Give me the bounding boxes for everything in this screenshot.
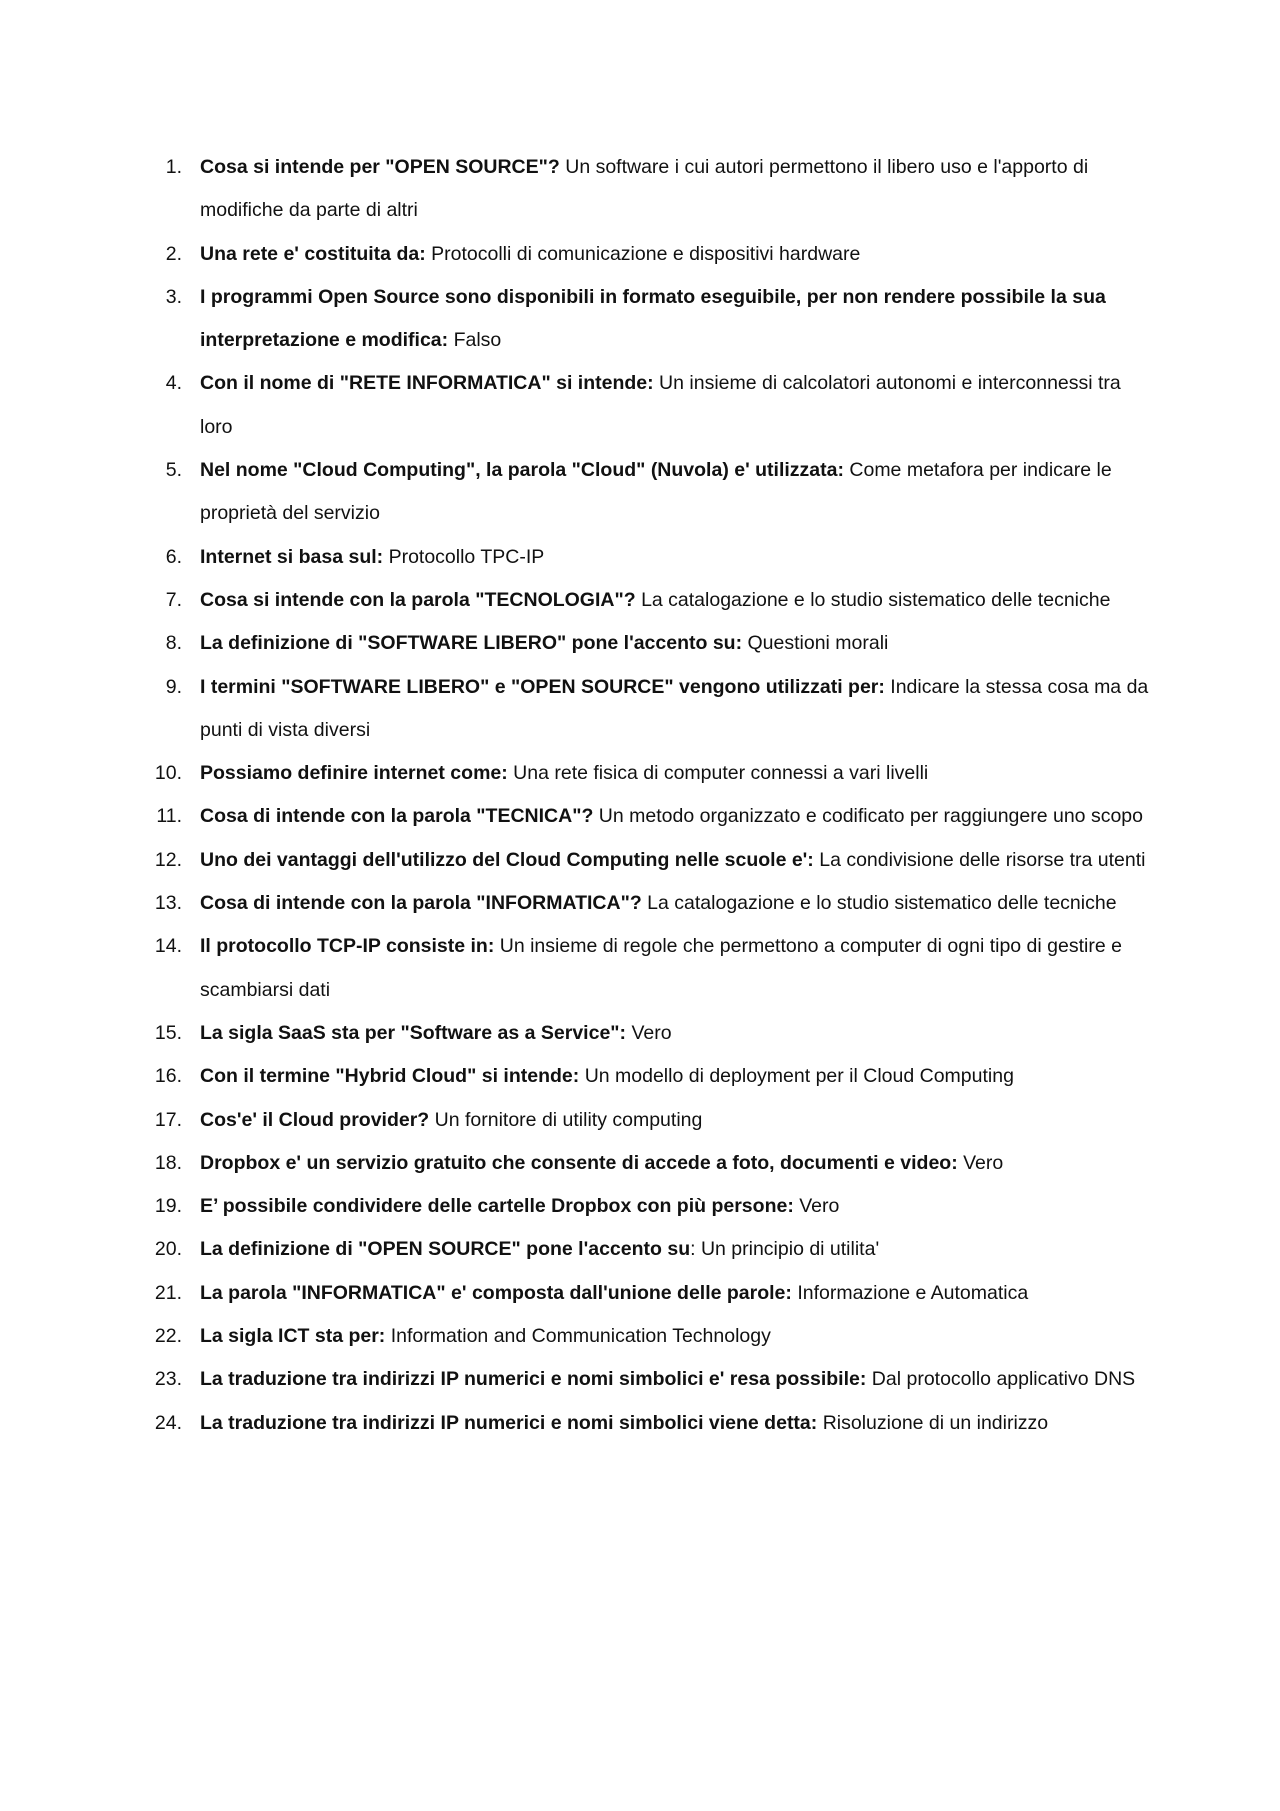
item-number: 16. — [154, 1065, 182, 1088]
list-item — [154, 925, 1158, 1012]
answer-text: Come metafora per indicare le proprietà del servizio — [200, 459, 1112, 525]
list-item — [154, 882, 1158, 925]
answer-text: Questioni morali — [747, 632, 889, 655]
list-item — [154, 1402, 1158, 1445]
question-text: Con il nome di "RETE INFORMATICA" si intende: — [200, 372, 654, 395]
item-number: 12. — [154, 848, 182, 871]
answer-text: Indicare la stessa cosa ma da punti di vista diversi — [200, 675, 1149, 741]
item-number: 6. — [165, 545, 182, 568]
item-number: 2. — [165, 242, 182, 265]
answer-text: Un software i cui autori permettono il libero uso e l'apporto di modifiche da parte di altri — [200, 156, 1089, 222]
question-text: I programmi Open Source sono disponibili in formato eseguibile, per non rendere possibile la sua interpretazione e modifica: — [200, 285, 1106, 352]
item-number: 24. — [154, 1411, 182, 1434]
question-text: Nel nome "Cloud Computing", la parola "Cloud" (Nuvola) e' utilizzata: — [200, 459, 844, 482]
question-text: La sigla SaaS sta per "Software as a Service": — [200, 1021, 627, 1044]
item-number: 11. — [156, 805, 182, 828]
list-item — [154, 1185, 1158, 1228]
question-text: La definizione di "SOFTWARE LIBERO" pone l'accento su: — [200, 632, 743, 655]
list-item — [158, 622, 1158, 665]
answer-text: Vero — [799, 1195, 840, 1218]
item-number: 10. — [154, 762, 182, 785]
list-item — [158, 362, 1158, 449]
answer-text: Un metodo organizzato e codificato per raggiungere uno scopo — [598, 805, 1143, 828]
item-number: 3. — [165, 285, 182, 308]
question-text: E’ possibile condividere delle cartelle Dropbox con più persone: — [200, 1195, 794, 1218]
list-item — [154, 839, 1158, 882]
answer-text: Vero — [963, 1151, 1004, 1174]
list-item — [154, 1358, 1158, 1401]
question-text: La traduzione tra indirizzi IP numerici e nomi simbolici e' resa possibile: — [200, 1368, 867, 1391]
question-text: La parola "INFORMATICA" e' composta dall'unione delle parole: — [200, 1281, 792, 1304]
list-item — [158, 449, 1158, 536]
item-number: 20. — [154, 1238, 182, 1261]
question-text: La traduzione tra indirizzi IP numerici e nomi simbolici viene detta: — [200, 1411, 818, 1434]
list-item — [158, 795, 1158, 838]
question-text: Con il termine "Hybrid Cloud" si intende: — [200, 1065, 580, 1088]
item-number: 14. — [154, 935, 182, 958]
item-number: 7. — [165, 588, 182, 611]
item-number: 5. — [165, 459, 182, 482]
answer-text: Risoluzione di un indirizzo — [822, 1411, 1049, 1434]
question-text: La definizione di "OPEN SOURCE" pone l'accento su — [200, 1238, 691, 1261]
list-item — [158, 276, 1158, 363]
item-number: 9. — [165, 675, 182, 698]
question-text: Una rete e' costituita da: — [200, 242, 426, 265]
question-text: Cosa di intende con la parola "TECNICA"? — [200, 805, 594, 828]
item-number: 18. — [154, 1151, 182, 1174]
answer-text: Un fornitore di utility computing — [434, 1108, 703, 1131]
item-number: 17. — [154, 1108, 182, 1131]
list-item — [154, 1055, 1158, 1098]
question-text: Cosa di intende con la parola "INFORMATICA"? — [200, 892, 642, 915]
answer-text: Falso — [453, 329, 502, 352]
question-text: Dropbox e' un servizio gratuito che consente di accede a foto, documenti e video: — [200, 1151, 958, 1174]
answer-text: La catalogazione e lo studio sistematico delle tecniche — [641, 588, 1111, 611]
answer-text: Vero — [631, 1021, 672, 1044]
question-text: I termini "SOFTWARE LIBERO" e "OPEN SOURCE" vengono utilizzati per: — [200, 675, 885, 698]
question-text: Cos'e' il Cloud provider? — [200, 1108, 430, 1131]
item-number: 4. — [165, 372, 182, 395]
answer-text: Protocolli di comunicazione e dispositivi hardware — [431, 242, 861, 265]
answer-text: Un insieme di calcolatori autonomi e interconnessi tra loro — [200, 372, 1121, 438]
item-number: 1. — [165, 156, 182, 178]
item-number: 23. — [154, 1368, 182, 1391]
question-text: Uno dei vantaggi dell'utilizzo del Cloud Computing nelle scuole e': — [200, 848, 814, 871]
item-number: 8. — [165, 632, 182, 655]
list-item — [158, 579, 1158, 622]
question-text: Internet si basa sul: — [200, 545, 384, 568]
answer-text: Information and Communication Technology — [390, 1325, 771, 1348]
list-item — [154, 1012, 1158, 1055]
list-item — [154, 1272, 1158, 1315]
list-item — [154, 752, 1158, 795]
answer-text: Un modello di deployment per il Cloud Computing — [584, 1065, 1014, 1088]
answer-text: Dal protocollo applicativo DNS — [871, 1368, 1136, 1391]
question-text: Il protocollo TCP-IP consiste in: — [200, 935, 495, 958]
question-answer-list — [154, 146, 1158, 1445]
answer-text: Informazione e Automatica — [797, 1281, 1029, 1304]
question-text: Cosa si intende con la parola "TECNOLOGIA"? — [200, 588, 636, 611]
item-number: 22. — [154, 1325, 182, 1348]
question-text: La sigla ICT sta per: — [200, 1325, 386, 1348]
list-item — [158, 536, 1158, 579]
list-item — [158, 146, 1158, 233]
list-item — [154, 1315, 1158, 1358]
item-number: 13. — [154, 892, 182, 915]
answer-text: La catalogazione e lo studio sistematico delle tecniche — [647, 892, 1117, 915]
question-text: Cosa si intende per "OPEN SOURCE"? — [200, 156, 560, 178]
question-text: Possiamo definire internet come: — [200, 762, 508, 785]
list-item — [154, 1099, 1158, 1142]
list-item — [158, 666, 1158, 753]
answer-text: Un insieme di regole che permettono a computer di ogni tipo di gestire e scambiarsi dati — [200, 935, 1122, 1001]
item-number: 21. — [154, 1281, 182, 1304]
answer-text: : Un principio di utilita' — [690, 1238, 880, 1261]
item-number: 15. — [154, 1021, 182, 1044]
answer-text: La condivisione delle risorse tra utenti — [819, 848, 1146, 871]
answer-text: Protocollo TPC-IP — [388, 545, 545, 568]
list-item — [158, 233, 1158, 276]
item-number: 19. — [154, 1195, 182, 1218]
list-item — [154, 1228, 1158, 1271]
list-item — [154, 1142, 1158, 1185]
answer-text: Una rete fisica di computer connessi a vari livelli — [513, 762, 929, 785]
